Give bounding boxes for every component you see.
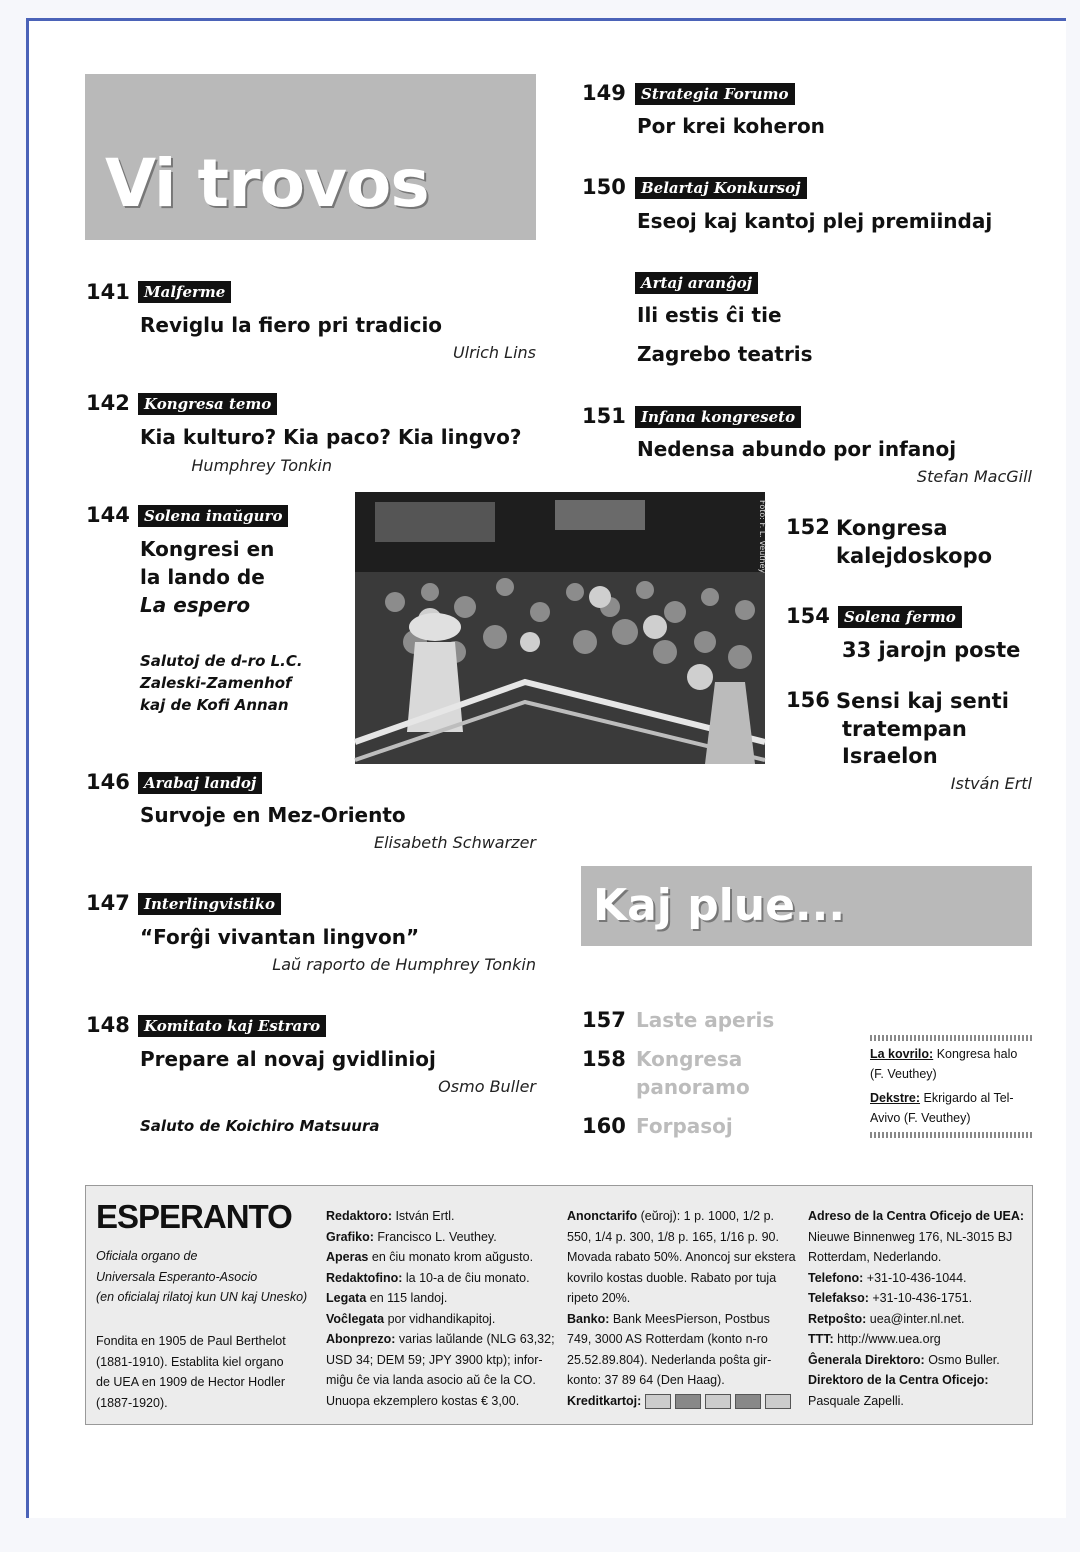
entry-note-line: Salutoj de d-ro L.C. bbox=[140, 652, 303, 670]
category-tag: Kongresa temo bbox=[138, 393, 277, 415]
masthead-text: Pasquale Zapelli. bbox=[808, 1393, 904, 1408]
entry-title-line[interactable]: Sensi kaj senti bbox=[836, 689, 1009, 713]
masthead-line bbox=[567, 1309, 796, 1330]
cover-note-label: La kovrilo: bbox=[870, 1047, 934, 1061]
entry-page-number: 148 bbox=[86, 1013, 130, 1037]
masthead-text: kovrilo kostas duoble. Rabato por tuja bbox=[567, 1270, 777, 1285]
more-page-number: 158 bbox=[582, 1047, 626, 1071]
masthead-label: Kreditkartoj: bbox=[567, 1393, 642, 1408]
entry-author: Humphrey Tonkin bbox=[191, 456, 332, 475]
category-tag: Komitato kaj Estraro bbox=[138, 1015, 326, 1037]
entry-page-number: 149 bbox=[582, 81, 626, 105]
masthead-text: (eŭroj): 1 p. 1000, 1/2 p. bbox=[637, 1209, 775, 1223]
masthead-text: konto: 37 89 64 (Den Haag). bbox=[567, 1373, 725, 1387]
subtitle-line: Oficiala organo de bbox=[96, 1249, 198, 1263]
more-title: Kaj plue... bbox=[593, 880, 846, 931]
entry-title[interactable]: Survoje en Mez-Oriento bbox=[140, 803, 406, 827]
masthead-text: miĝu ĉe via landa asocio aŭ ĉe la CO. bbox=[326, 1373, 536, 1387]
masthead-line bbox=[567, 1206, 796, 1227]
entry-note-line: kaj de Kofi Annan bbox=[140, 696, 289, 714]
masthead-address bbox=[808, 1206, 1024, 1411]
masthead-text: Unuopa ekzemplero kostas € 3,00. bbox=[326, 1393, 520, 1408]
masthead-advertising bbox=[567, 1206, 796, 1411]
masthead-text: http://www.uea.org bbox=[833, 1332, 941, 1346]
masthead-text: por vidhandikapitoj. bbox=[384, 1311, 496, 1326]
masthead-line bbox=[326, 1370, 555, 1391]
masthead-text: en 115 landoj. bbox=[366, 1291, 448, 1305]
more-page-number: 160 bbox=[582, 1114, 626, 1138]
masthead-label: Redaktofino: bbox=[326, 1270, 403, 1285]
photo-illustration bbox=[355, 492, 765, 764]
masthead-founded bbox=[96, 1331, 286, 1413]
masthead-line bbox=[326, 1227, 555, 1248]
photo-credit: Foto: F. L. Veuthey bbox=[758, 500, 767, 574]
masthead-line bbox=[808, 1350, 1024, 1371]
category-tag: Strategia Forumo bbox=[635, 83, 795, 105]
masthead-label: Legata bbox=[326, 1291, 367, 1305]
entry-title[interactable]: Eseoj kaj kantoj plej premiindaj bbox=[637, 209, 993, 233]
founded-line: de UEA en 1909 de Hector Hodler bbox=[96, 1375, 286, 1389]
masthead-line bbox=[567, 1247, 796, 1268]
masthead-line bbox=[326, 1288, 555, 1309]
entry-title-line[interactable]: kalejdoskopo bbox=[836, 544, 993, 568]
masthead-text: István Ertl. bbox=[391, 1209, 455, 1223]
masthead-editorial bbox=[326, 1206, 555, 1411]
entry-title[interactable]: Ili estis ĉi tie bbox=[637, 303, 782, 327]
masthead-text: +31-10-436-1751. bbox=[868, 1291, 973, 1305]
more-item-title[interactable]: Kongresa bbox=[636, 1047, 743, 1071]
masthead-subtitle bbox=[96, 1246, 307, 1308]
category-tag: Solena fermo bbox=[838, 606, 962, 628]
masthead-text: 550, 1/4 p. 300, 1/8 p. 165, 1/16 p. 90. bbox=[567, 1229, 779, 1244]
entry-author: Laŭ raporto de Humphrey Tonkin bbox=[272, 955, 536, 974]
entry-title[interactable]: “Forĝi vivantan lingvon” bbox=[140, 925, 420, 949]
credit-card-icon bbox=[645, 1394, 671, 1409]
category-tag: Artaj aranĝoj bbox=[635, 272, 758, 294]
entry-page-number: 146 bbox=[86, 770, 130, 794]
masthead-label: Ĝenerala Direktoro: bbox=[808, 1352, 925, 1367]
entry-page-number: 141 bbox=[86, 280, 130, 304]
category-tag: Interlingvistiko bbox=[138, 893, 281, 915]
masthead-text: Bank MeesPierson, Postbus bbox=[609, 1311, 770, 1326]
entry-title[interactable]: Prepare al novaj gvidlinioj bbox=[140, 1047, 436, 1071]
entry-title[interactable]: Zagrebo teatris bbox=[637, 342, 813, 366]
entry-title-line[interactable]: la lando de bbox=[140, 565, 265, 589]
masthead-text: la 10-a de ĉiu monato. bbox=[402, 1270, 530, 1285]
masthead-line bbox=[567, 1391, 796, 1412]
masthead-label: Anonctarifo bbox=[567, 1209, 638, 1223]
category-tag: Malferme bbox=[138, 281, 231, 303]
entry-title[interactable]: Nedensa abundo por infanoj bbox=[637, 437, 957, 461]
masthead-text: uea@inter.nl.net. bbox=[866, 1311, 965, 1326]
masthead-text: +31-10-436-1044. bbox=[863, 1270, 967, 1285]
masthead-line bbox=[808, 1309, 1024, 1330]
masthead-line bbox=[326, 1268, 555, 1289]
masthead-line bbox=[567, 1268, 796, 1289]
entry-title-line[interactable]: Kongresi en bbox=[140, 537, 275, 561]
entry-title[interactable]: Kia kulturo? Kia paco? Kia lingvo? bbox=[140, 425, 522, 449]
entry-page-number: 151 bbox=[582, 404, 626, 428]
masthead-line bbox=[326, 1350, 555, 1371]
masthead-label: Telefakso: bbox=[808, 1291, 869, 1305]
more-item-title[interactable]: panoramo bbox=[636, 1075, 750, 1099]
more-item-title[interactable]: Forpasoj bbox=[636, 1114, 733, 1138]
entry-author: Elisabeth Schwarzer bbox=[373, 833, 536, 852]
credit-card-icon bbox=[705, 1394, 731, 1409]
masthead-text: USD 34; DEM 59; JPY 3900 ktp); infor- bbox=[326, 1352, 543, 1367]
masthead-label: Aperas bbox=[326, 1250, 369, 1264]
masthead-label: Adreso de la Centra Oficejo de UEA: bbox=[808, 1209, 1025, 1223]
cover-note-text: Ekrigardo al Tel- bbox=[920, 1091, 1014, 1105]
entry-note: Saluto de Koichiro Matsuura bbox=[140, 1117, 380, 1135]
masthead-text: varias laŭlande (NLG 63,32; bbox=[395, 1332, 555, 1346]
entry-page-number: 142 bbox=[86, 391, 130, 415]
masthead-line bbox=[808, 1227, 1024, 1248]
masthead-line bbox=[326, 1391, 555, 1412]
masthead-label: Telefono: bbox=[808, 1270, 864, 1285]
founded-line: (1887-1920). bbox=[96, 1395, 168, 1410]
more-item-title[interactable]: Laste aperis bbox=[636, 1008, 775, 1032]
entry-author: Ulrich Lins bbox=[452, 343, 536, 362]
founded-line: (1881-1910). Establita kiel organo bbox=[96, 1354, 284, 1369]
cover-note-text: (F. Veuthey) bbox=[870, 1067, 937, 1081]
masthead-line bbox=[326, 1309, 555, 1330]
entry-title-italic[interactable]: La espero bbox=[140, 593, 251, 617]
cover-note bbox=[870, 1035, 1032, 1138]
masthead-text: Movada rabato 50%. Anoncoj sur ekstera bbox=[567, 1250, 796, 1264]
founded-line: Fondita en 1905 de Paul Berthelot bbox=[96, 1334, 286, 1348]
masthead-text: en ĉiu monato krom aŭgusto. bbox=[368, 1250, 534, 1264]
masthead-logo: ESPERANTO bbox=[96, 1198, 292, 1235]
cover-note-label: Dekstre: bbox=[870, 1091, 921, 1105]
masthead-label: Voĉlegata bbox=[326, 1311, 385, 1326]
masthead-line bbox=[808, 1288, 1024, 1309]
masthead-line bbox=[567, 1288, 796, 1309]
masthead-line bbox=[808, 1370, 1024, 1391]
entry-page-number: 144 bbox=[86, 503, 130, 527]
masthead-text: ripeto 20%. bbox=[567, 1291, 631, 1305]
entry-page-number: 156 bbox=[786, 688, 830, 712]
category-tag: Solena inaŭguro bbox=[138, 505, 288, 527]
masthead-text: Francisco L. Veuthey. bbox=[373, 1229, 497, 1244]
entry-title-line[interactable]: tratempan bbox=[842, 717, 967, 741]
masthead-text: Nieuwe Binnenweg 176, NL-3015 BJ bbox=[808, 1229, 1013, 1244]
entry-title[interactable]: 33 jarojn poste bbox=[842, 638, 1021, 662]
subtitle-line: Universala Esperanto-Asocio bbox=[96, 1269, 258, 1284]
masthead-label: Redaktoro: bbox=[326, 1209, 392, 1223]
masthead-line bbox=[326, 1206, 555, 1227]
congress-hall-photo bbox=[355, 492, 765, 764]
masthead-line bbox=[567, 1329, 796, 1350]
masthead-line bbox=[567, 1227, 796, 1248]
masthead-label: TTT: bbox=[808, 1332, 834, 1346]
entry-title[interactable]: Reviglu la fiero pri tradicio bbox=[140, 313, 443, 337]
masthead-box bbox=[85, 1185, 1033, 1425]
masthead-text: Rotterdam, Nederlando. bbox=[808, 1250, 942, 1264]
hatch-divider bbox=[870, 1035, 1032, 1041]
header-title: Vi trovos bbox=[105, 145, 429, 222]
masthead-line bbox=[567, 1350, 796, 1371]
masthead-line bbox=[808, 1206, 1024, 1227]
category-tag: Infana kongreseto bbox=[635, 406, 801, 428]
more-title-box bbox=[581, 866, 1032, 946]
entry-author: Osmo Buller bbox=[438, 1077, 536, 1096]
masthead-line bbox=[326, 1247, 555, 1268]
cover-note-text: Avivo (F. Veuthey) bbox=[870, 1111, 971, 1125]
masthead-label: Banko: bbox=[567, 1311, 610, 1326]
entry-page-number: 147 bbox=[86, 891, 130, 915]
masthead-line bbox=[808, 1268, 1024, 1289]
category-tag: Belartaj Konkursoj bbox=[635, 177, 807, 199]
masthead-line bbox=[808, 1247, 1024, 1268]
credit-card-icon bbox=[675, 1394, 701, 1409]
subtitle-line: (en oficialaj rilatoj kun UN kaj Unesko) bbox=[96, 1290, 308, 1304]
masthead-text: 749, 3000 AS Rotterdam (konto n-ro bbox=[567, 1332, 768, 1346]
masthead-label: Grafiko: bbox=[326, 1229, 374, 1244]
entry-page-number: 154 bbox=[786, 604, 830, 628]
entry-page-number: 150 bbox=[582, 175, 626, 199]
entry-author: István Ertl bbox=[950, 774, 1032, 793]
masthead-label: Direktoro de la Centra Oficejo: bbox=[808, 1373, 989, 1387]
entry-note-line: Zaleski-Zamenhof bbox=[140, 674, 292, 692]
masthead-line bbox=[326, 1329, 555, 1350]
entry-title-line[interactable]: Israelon bbox=[842, 744, 938, 768]
masthead-text: 25.52.89.804). Nederlanda poŝta gir- bbox=[567, 1352, 772, 1367]
credit-card-icon bbox=[735, 1394, 761, 1409]
masthead-line bbox=[567, 1370, 796, 1391]
entry-title-line[interactable]: Kongresa bbox=[836, 516, 948, 540]
credit-card-icon bbox=[765, 1394, 791, 1409]
hatch-divider bbox=[870, 1132, 1032, 1138]
entry-author: Stefan MacGill bbox=[916, 467, 1032, 486]
entry-title[interactable]: Por krei koheron bbox=[637, 114, 825, 138]
entry-page-number: 152 bbox=[786, 515, 830, 539]
category-tag: Arabaj landoj bbox=[138, 772, 262, 794]
masthead-line bbox=[808, 1329, 1024, 1350]
header-title-box bbox=[85, 74, 536, 240]
more-page-number: 157 bbox=[582, 1008, 626, 1032]
masthead-label: Abonprezo: bbox=[326, 1332, 396, 1346]
masthead-line bbox=[808, 1391, 1024, 1412]
masthead-text: Osmo Buller. bbox=[924, 1352, 1000, 1367]
masthead-label: Retpoŝto: bbox=[808, 1311, 867, 1326]
cover-note-text: Kongresa halo bbox=[933, 1047, 1018, 1061]
